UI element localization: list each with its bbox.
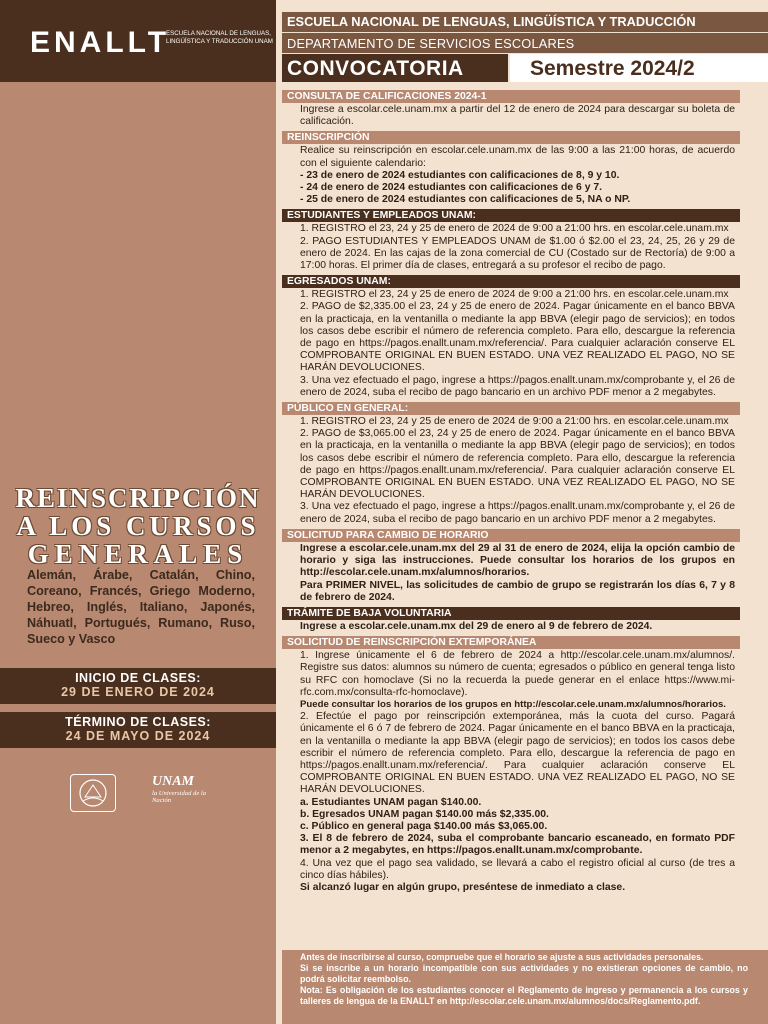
- paragraph: Para PRIMER NIVEL, las solicitudes de cambio de grupo se registrarán los días 6, 7 y 8 de febrero de 2024.: [300, 579, 735, 603]
- class-end-date: 24 DE MAYO DE 2024: [65, 729, 211, 743]
- paragraph: 4. Una vez que el pago sea validado, se llevará a cabo el registro oficial al curso (de tres a cinco días hábiles).: [300, 857, 735, 881]
- main-title-line: A LOS CURSOS: [16, 511, 260, 541]
- section-title: SOLICITUD DE REINSCRIPCIÓN EXTEMPORÁNEA: [282, 636, 740, 649]
- paragraph: 1. Ingrese únicamente el 6 de febrero de 2024 a http://escolar.cele.unam.mx/alumnos/. Registre sus datos: alumnos su número de cuenta; egresados o público en general tenga listo su RFC con homoclave (Si no la recuerda la puede generar en el enlace https://www.mi-rfc.com.mx/consulta-rfc-homoclave).: [300, 650, 735, 698]
- class-start-label: INICIO DE CLASES:: [75, 671, 201, 685]
- class-end-box: [0, 712, 276, 748]
- section-body: [282, 144, 740, 207]
- main-title-line: GENERALES: [27, 539, 249, 569]
- class-start-date: 29 DE ENERO DE 2024: [61, 685, 215, 699]
- unam-logo-top: UNAM: [152, 774, 195, 789]
- header-convocatoria: CONVOCATORIA: [282, 54, 508, 82]
- unam-logo-bottom: la Universidad de la Nación: [152, 790, 207, 804]
- header-semestre: Semestre 2024/2: [510, 54, 768, 82]
- section-body: [282, 288, 740, 400]
- paragraph: 3. Una vez efectuado el pago, ingrese a https://pagos.enallt.unam.mx/comprobante y, el 26 de enero de 2024, suba el recibo de pago bancario en un archivo PDF menor a 2 megabytes.: [300, 501, 735, 525]
- section-body: [282, 542, 740, 605]
- footer-note: Si se inscribe a un horario incompatible con sus actividades y no existieran opciones de cambio, no podrá solicitar reembolso.: [300, 963, 748, 984]
- section-title: ESTUDIANTES Y EMPLEADOS UNAM:: [282, 209, 740, 222]
- main-title: [0, 484, 276, 568]
- footer-note: Nota: Es obligación de los estudiantes conocer el Reglamento de ingreso y permanencia a los cursos y talleres de lengua de la ENALLT en http://escolar.cele.unam.mx/alumnos/docs/Reglamento.pdf.: [300, 985, 748, 1006]
- section-title: REINSCRIPCIÓN: [282, 131, 740, 144]
- paragraph: Ingrese a escolar.cele.unam.mx del 29 al 31 de enero de 2024, elija la opción cambio de horario y siga las instrucciones. Puede consultar los horarios de los grupos en http://escolar.cele.unam.mx/alumnos/horarios.: [300, 542, 735, 579]
- footer-note: Antes de inscribirse al curso, compruebe que el horario se ajuste a sus actividades personales.: [300, 952, 704, 962]
- calendar-item: - 24 de enero de 2024 estudiantes con calificaciones de 6 y 7.: [300, 182, 603, 194]
- announcement-content: [282, 88, 740, 895]
- section-body: [282, 649, 740, 895]
- section-body: [282, 620, 740, 634]
- paragraph: Ingrese a escolar.cele.unam.mx a partir del 12 de enero de 2024 para descargar su boleta de calificación.: [300, 104, 735, 128]
- paragraph: Si alcanzó lugar en algún grupo, preséntese de inmediato a clase.: [300, 881, 626, 893]
- paragraph: 1. REGISTRO el 23, 24 y 25 de enero de 2024 de 9:00 a 21:00 hrs. en escolar.cele.unam.mx: [300, 223, 729, 235]
- fee-item: a. Estudiantes UNAM pagan $140.00.: [300, 796, 482, 808]
- paragraph: 2. PAGO de $3,065.00 el 23, 24 y 25 de enero de 2024. Pagar únicamente en el banco BBVA en la practicaja, en la ventanilla o mediante la app BBVA (elegir pago de servicios); en todos los casos debe escribir el número de referencia completo. Para ello, descargue la referencia de pago en https://pagos.enallt.unam.mx/referencia/. Para cualquier aclaración conserve EL COMPROBANTE ORIGINAL EN BUEN ESTADO. UNA VEZ REALIZADO EL PAGO, NO SE HARÁN DEVOLUCIONES.: [300, 428, 735, 501]
- paragraph: 1. REGISTRO el 23, 24 y 25 de enero de 2024 de 9:00 a 21:00 hrs. en escolar.cele.unam.mx: [300, 416, 729, 428]
- unam-logo: [152, 774, 212, 810]
- class-start-box: [0, 668, 276, 704]
- logo-box: [0, 0, 276, 82]
- enallt-logo: ENALLT: [30, 26, 171, 59]
- section-body: [282, 103, 740, 129]
- paragraph: 1. REGISTRO el 23, 24 y 25 de enero de 2024 de 9:00 a 21:00 hrs. en escolar.cele.unam.mx: [300, 289, 729, 301]
- section-title: TRÁMITE DE BAJA VOLUNTARIA: [282, 607, 740, 620]
- fee-item: b. Egresados UNAM pagan $140.00 más $2,335.00.: [300, 808, 549, 820]
- section-title: SOLICITUD PARA CAMBIO DE HORARIO: [282, 529, 740, 542]
- paragraph: 2. PAGO de $2,335.00 el 23, 24 y 25 de enero de 2024. Pagar únicamente en el banco BBVA en la practicaja, en la ventanilla o mediante la app BBVA (elegir pago de servicios); en todos los casos debe escribir el número de referencia completo. Para ello, descargue la referencia de pago en https://pagos.enallt.unam.mx/referencia/. Para cualquier aclaración conserve EL COMPROBANTE ORIGINAL EN BUEN ESTADO. UNA VEZ REALIZADO EL PAGO, NO SE HARÁN DEVOLUCIONES.: [300, 301, 735, 374]
- section-title: EGRESADOS UNAM:: [282, 275, 740, 288]
- header-department: DEPARTAMENTO DE SERVICIOS ESCOLARES: [282, 33, 768, 53]
- calendar-item: - 23 de enero de 2024 estudiantes con calificaciones de 8, 9 y 10.: [300, 169, 620, 181]
- fee-item: c. Público en general paga $140.00 más $3,065.00.: [300, 820, 548, 832]
- paragraph: Puede consultar los horarios de los grupos en http://escolar.cele.unam.mx/alumnos/horarios.: [300, 698, 726, 710]
- paragraph: 3. Una vez efectuado el pago, ingrese a https://pagos.enallt.unam.mx/comprobante y, el 26 de enero de 2024, suba el recibo de pago bancario en un archivo PDF menor a 2 megabytes.: [300, 374, 735, 398]
- paragraph: 2. PAGO ESTUDIANTES Y EMPLEADOS UNAM de $1.00 ó $2.00 el 23, 24, 25, 26 y 29 de enero de 2024. En las cajas de la zona comercial de CU (Costado sur de Rectoría) de 9:00 a 17:00 horas. El primer día de clases, entregará a su profesor el recibo de pago.: [300, 235, 735, 272]
- languages-list: Alemán, Árabe, Catalán, Chino, Coreano, Francés, Griego Moderno, Hebreo, Inglés, Italiano, Japonés, Náhuatl, Portugués, Rumano, Ruso, Sueco y Vasco: [27, 568, 255, 646]
- calendar-item: - 25 de enero de 2024 estudiantes con calificaciones de 5, NA o NP.: [300, 194, 631, 206]
- left-panel: [0, 0, 276, 1024]
- main-title-line: REINSCRIPCIÓN: [15, 483, 261, 513]
- header-school-name: ESCUELA NACIONAL DE LENGUAS, LINGÜÍSTICA Y TRADUCCIÓN: [282, 12, 768, 32]
- unam-seal-icon: [71, 775, 115, 811]
- section-body: [282, 222, 740, 273]
- paragraph: Ingrese a escolar.cele.unam.mx del 29 de enero al 9 de febrero de 2024.: [300, 620, 653, 632]
- footer-notes: [282, 950, 768, 1024]
- paragraph: 3. El 8 de febrero de 2024, suba el comprobante bancario escaneado, en formato PDF menor a 2 megabytes, en https://pagos.enallt.unam.mx/comprobante.: [300, 833, 735, 857]
- paragraph: Realice su reinscripción en escolar.cele.unam.mx de las 9:00 a las 21:00 horas, de acuerdo con el siguiente calendario:: [300, 145, 735, 169]
- section-title: CONSULTA DE CALIFICACIONES 2024-1: [282, 90, 740, 103]
- enallt-logo-subtitle: ESCUELA NACIONAL DE LENGUAS, LINGÜÍSTICA Y TRADUCCIÓN UNAM: [166, 30, 273, 45]
- unam-seal: [70, 774, 116, 812]
- paragraph: 2. Efectúe el pago por reinscripción extemporánea, más la cuota del curso. Pagará únicamente el 6 ó 7 de febrero de 2024. Pagar únicamente en el banco BBVA en la practicaja, en la ventanilla o mediante la app BBVA (elegir pago de servicios); en todos los casos debe escribir el número de referencia completo. Para ello, descargue la referencia de pago en https://pagos.enallt.unam.mx/referencia/. Para cualquier aclaración conserve EL COMPROBANTE ORIGINAL EN BUEN ESTADO. UNA VEZ REALIZADO EL PAGO, NO SE HARÁN DEVOLUCIONES.: [300, 711, 735, 796]
- section-title: PÚBLICO EN GENERAL:: [282, 402, 740, 415]
- class-end-label: TÉRMINO DE CLASES:: [65, 715, 211, 729]
- section-body: [282, 415, 740, 527]
